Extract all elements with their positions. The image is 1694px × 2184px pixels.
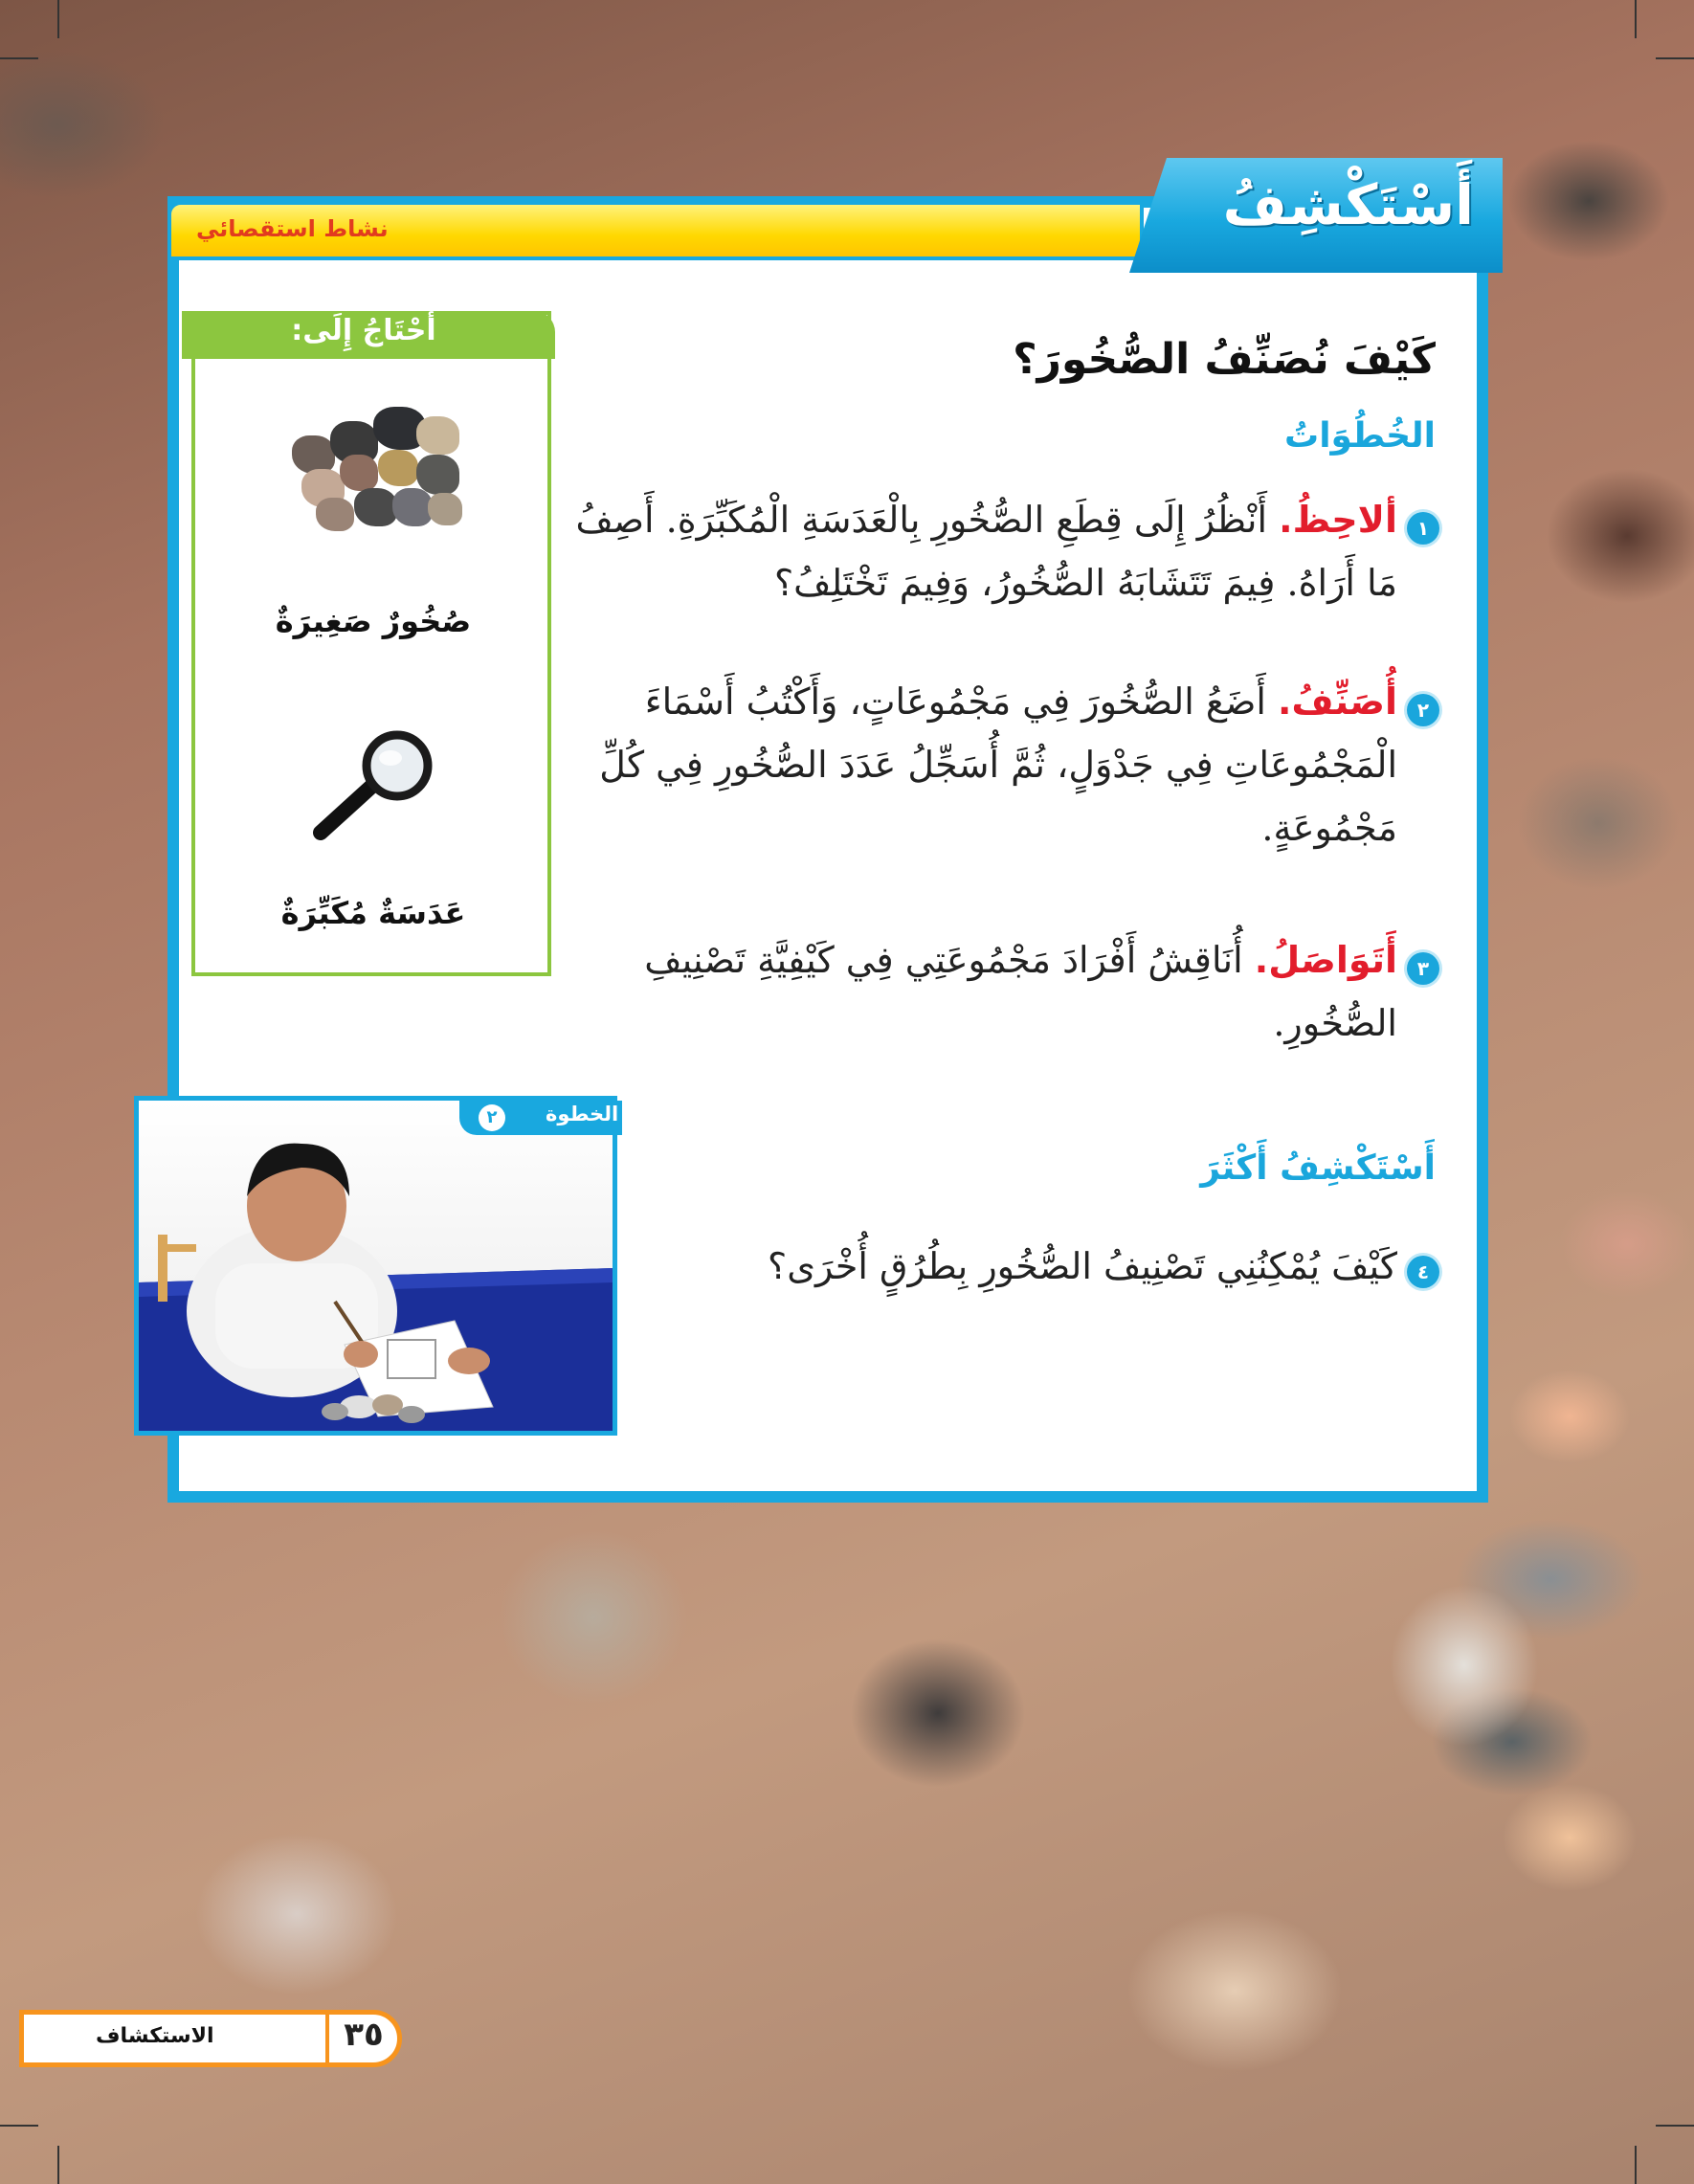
crop-mark <box>57 0 59 38</box>
crop-mark <box>57 2146 59 2184</box>
step-3 <box>565 928 1397 1055</box>
magnifier-icon <box>306 727 450 842</box>
crop-mark <box>1656 2125 1694 2127</box>
section-title: أَسْتَكْشِفُ <box>1222 172 1474 237</box>
step-1-lead: ألاحِظُ. <box>1279 499 1397 541</box>
footer-divider <box>325 2015 329 2062</box>
step-3-lead: أَتَوَاصَلُ. <box>1254 939 1397 981</box>
rocks-icon <box>282 397 469 541</box>
material-caption-magnifier: عَدَسَةٌ مُكَبِّرَةٌ <box>280 895 466 931</box>
step-badge-number: ٢ <box>479 1104 505 1131</box>
explore-more-question: كَيْفَ يُمْكِنُنِي تَصْنِيفُ الصُّخُورِ بِطُرُقٍ أُخْرَى؟ <box>768 1245 1397 1287</box>
step-number: ١ <box>1407 512 1439 545</box>
step-1-text: أَنْظُرُ إِلَى قِطَعِ الصُّخُورِ بِالْعَدَسَةِ الْمُكَبِّرَةِ. أَصِفُ مَا أَرَاهُ. فِيمَ تَتَشَابَهُ الصُّخُورُ، وَفِيمَ تَخْتَلِفُ؟ <box>575 499 1397 604</box>
step-2-text: أَضَعُ الصُّخُورَ فِي مَجْمُوعَاتٍ، وَأَكْتُبُ أَسْمَاءَ الْمَجْمُوعَاتِ فِي جَدْوَلٍ، ثُمَّ أُسَجِّلُ عَدَدَ الصُّخُورِ فِي كُلِّ مَجْمُوعَةٍ. <box>599 680 1397 849</box>
steps-heading: الخُطُوَاتُ <box>1284 416 1436 456</box>
step-2-lead: أُصَنِّفُ. <box>1278 680 1397 723</box>
step-2 <box>565 670 1397 859</box>
step-badge-label: الخطوة <box>546 1103 619 1125</box>
activity-type-label: نشاط استقصائي <box>196 215 389 242</box>
step-3-text: أُنَاقِشُ أَفْرَادَ مَجْمُوعَتِي فِي كَيْفِيَّةِ تَصْنِيفِ الصُّخُورِ. <box>644 939 1397 1044</box>
step-number: ٣ <box>1407 952 1439 985</box>
step-1 <box>565 488 1397 614</box>
crop-mark <box>1635 0 1637 38</box>
student-illustration <box>139 1101 613 1431</box>
footer-label: الاستكشاف <box>96 2024 214 2048</box>
material-caption-rocks: صُخُورٌ صَغِيرَةٌ <box>275 603 472 639</box>
crop-mark <box>0 57 38 59</box>
crop-mark <box>1635 2146 1637 2184</box>
page-number: ٣٥ <box>344 2016 384 2054</box>
crop-mark <box>1656 57 1694 59</box>
crop-mark <box>0 2125 38 2127</box>
step-number: ٢ <box>1407 694 1439 726</box>
inquiry-question: كَيْفَ نُصَنِّفُ الصُّخُورَ؟ <box>1013 335 1436 384</box>
materials-title: أَحْتَاجُ إِلَى: <box>291 314 436 347</box>
step-number: ٤ <box>1407 1256 1439 1288</box>
student-photo <box>134 1096 617 1436</box>
explore-more-heading: أَسْتَكْشِفُ أَكْثَرَ <box>1200 1148 1436 1188</box>
